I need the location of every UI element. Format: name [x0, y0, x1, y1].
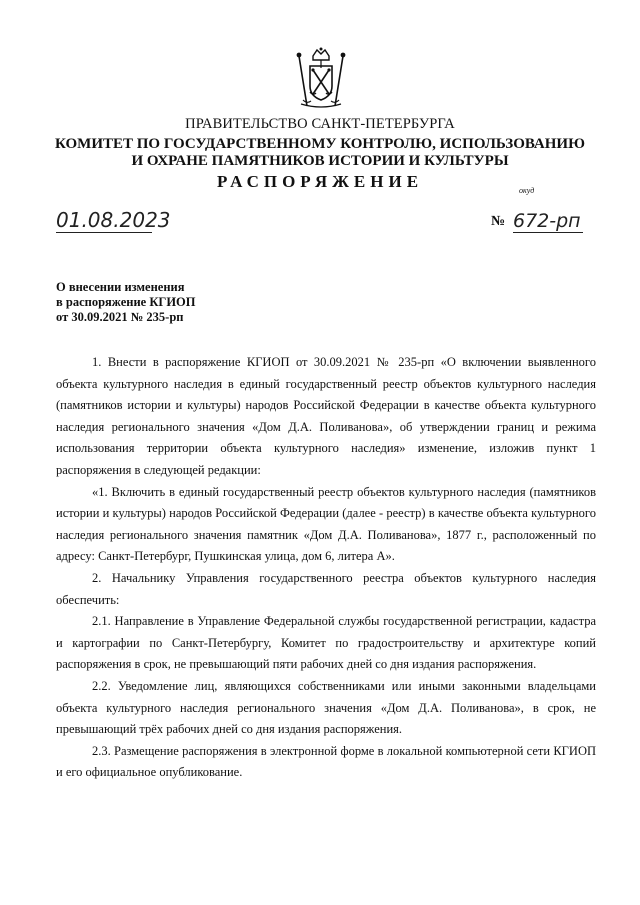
paragraph-1: 1. Внести в распоряжение КГИОП от 30.09.2021 № 235-рп «О включении выявленного объекта культурного наследия в единый государственный реестр объектов культурного наследия (памятников истории и культуры) народов Российской Федерации в качестве объекта культурного наследия регионального значения «Дом Д.А. Поливанова», об утверждении границ и режима использования территории объекта культурного наследия» изменение, изложив пункт 1 распоряжения в следующей редакции: [56, 355, 596, 477]
document-date: 01.08.2023 [56, 208, 171, 232]
coat-of-arms-icon [293, 46, 349, 112]
committee-line-1: КОМИТЕТ ПО ГОСУДАРСТВЕННОМУ КОНТРОЛЮ, ИСПОЛЬЗОВАНИЮ [55, 136, 585, 152]
number-sign: № [491, 214, 506, 229]
subject-line-2: в распоряжение КГИОП [56, 295, 196, 309]
paragraph-2-1: 2.1. Направление в Управление Федеральной службы государственной регистрации, кадастра и картографии по Санкт-Петербургу, Комитет по градостроительству и архитектуре копий распоряжения в срок, не превышающий пяти рабочих дней со дня издания распоряжения. [56, 614, 596, 672]
paragraph-2: 2. Начальнику Управления государственного реестра объектов культурного наследия обеспечить: [56, 570, 596, 607]
paragraph-2-3: 2.3. Размещение распоряжения в электронной форме в локальной компьютерной сети КГИОП и его официальное опубликование. [56, 743, 596, 780]
paragraph-1-quote: «1. Включить в единый государственный реестр объектов культурного наследия (памятников истории и культуры) народов Российской Федерации (далее - реестр) в качестве объекта культурного наследия регионального значения памятник «Дом Д.А. Поливанова», 1877 г., расположенный по адресу: Санкт-Петербург, Пушкинская улица, дом 6, литера А». [56, 484, 596, 564]
date-underline [56, 232, 152, 233]
committee-line-2: И ОХРАНЕ ПАМЯТНИКОВ ИСТОРИИ И КУЛЬТУРЫ [131, 153, 509, 169]
document-subject [56, 280, 196, 325]
subject-line-1: О внесении изменения [56, 280, 185, 294]
okud-mark: окуд [519, 186, 535, 195]
subject-line-3: от 30.09.2021 № 235-рп [56, 310, 184, 324]
government-heading: ПРАВИТЕЛЬСТВО САНКТ-ПЕТЕРБУРГА [185, 116, 455, 132]
paragraph-2-2: 2.2. Уведомление лиц, являющихся собственниками или иными законными владельцами объекта культурного наследия регионального значения «Дом Д.А. Поливанова», в срок, не превышающий трёх рабочих дней со дня издания распоряжения. [56, 678, 596, 737]
committee-heading [0, 136, 640, 170]
document-type-title: РАСПОРЯЖЕНИЕ [216, 172, 424, 191]
document-body [56, 352, 596, 784]
number-underline [513, 232, 583, 233]
document-number: 672-рп [513, 210, 581, 232]
